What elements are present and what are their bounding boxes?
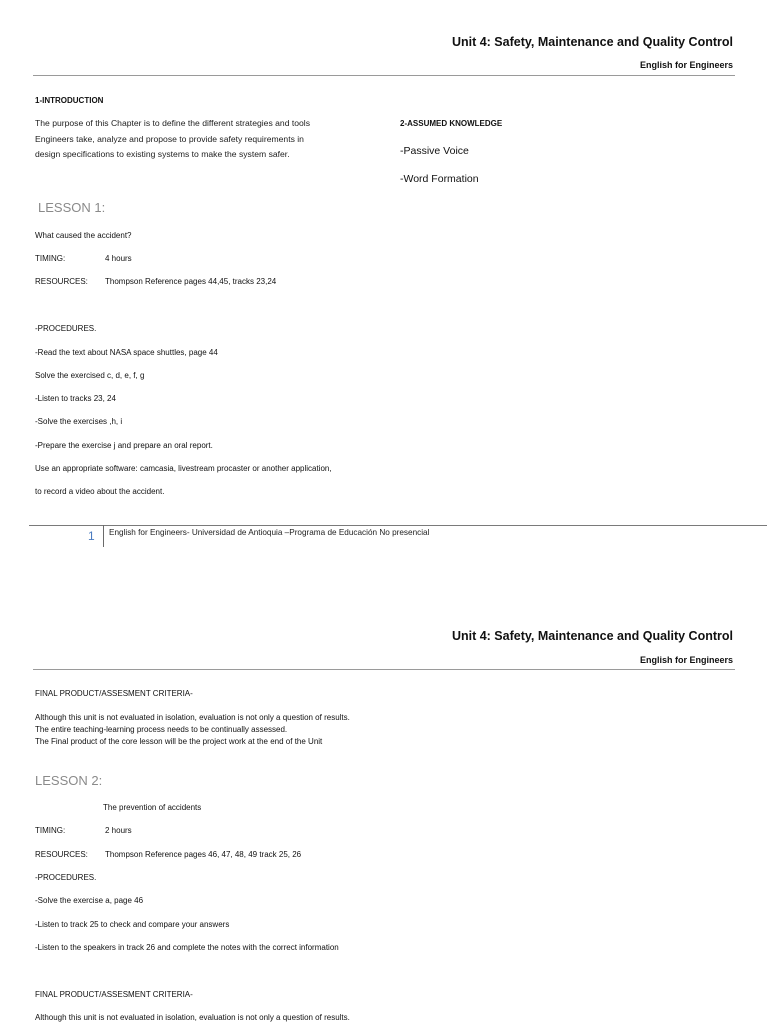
footer-page-number: 1 xyxy=(88,529,95,543)
lesson-2-title: LESSON 2: xyxy=(35,773,103,788)
assumed-knowledge-item: -Word Formation xyxy=(400,173,479,185)
page2-header-title: Unit 4: Safety, Maintenance and Quality Control xyxy=(451,629,733,643)
footer-text: English for Engineers- Universidad de Antioquia –Programa de Educación No presencial xyxy=(109,528,430,537)
page1-header-title: Unit 4: Safety, Maintenance and Quality Control xyxy=(451,35,733,49)
final-product-heading-2: FINAL PRODUCT/ASSESMENT CRITERIA- xyxy=(35,990,193,999)
timing-value: 2 hours xyxy=(105,826,132,835)
introduction-line: Engineers take, analyze and propose to provide safety requirements in xyxy=(35,133,304,144)
lesson-1-procedures-heading: -PROCEDURES. xyxy=(35,324,97,333)
resources-label: RESOURCES: xyxy=(35,850,88,859)
lesson-1-resources xyxy=(35,277,276,286)
introduction-line: design specifications to existing systems to make the system safer. xyxy=(35,149,290,159)
lesson-1-title: LESSON 1: xyxy=(38,200,106,215)
procedure-item: -Read the text about NASA space shuttles, page 44 xyxy=(35,348,218,357)
procedure-item: -Listen to track 25 to check and compare your answers xyxy=(35,920,230,929)
lesson-2-procedures-heading: -PROCEDURES. xyxy=(35,873,97,882)
lesson-1-question: What caused the accident? xyxy=(35,231,132,240)
introduction-heading: 1-INTRODUCTION xyxy=(35,96,104,105)
timing-value: 4 hours xyxy=(105,254,132,263)
final-product-line: The Final product of the core lesson will be the project work at the end of the Unit xyxy=(35,737,323,746)
procedure-item: -Prepare the exercise j and prepare an oral report. xyxy=(35,441,213,450)
procedure-item: -Solve the exercise a, page 46 xyxy=(35,896,144,905)
resources-value: Thompson Reference pages 46, 47, 48, 49 track 25, 26 xyxy=(105,850,302,859)
final-product-heading: FINAL PRODUCT/ASSESMENT CRITERIA- xyxy=(35,689,193,698)
procedure-item: Solve the exercised c, d, e, f, g xyxy=(35,371,145,380)
procedure-item: Use an appropriate software: camcasia, livestream procaster or another application, xyxy=(35,464,332,473)
resources-value: Thompson Reference pages 44,45, tracks 23,24 xyxy=(105,277,277,286)
footer-divider xyxy=(29,525,767,526)
timing-label: TIMING: xyxy=(35,826,66,835)
final-product-line: Although this unit is not evaluated in isolation, evaluation is not only a question of results. xyxy=(35,713,350,722)
procedure-item: -Listen to the speakers in track 26 and complete the notes with the correct information xyxy=(35,943,339,952)
introduction-line: The purpose of this Chapter is to define the different strategies and tools xyxy=(35,118,311,128)
footer-separator xyxy=(103,525,104,547)
assumed-knowledge-heading: 2-ASSUMED KNOWLEDGE xyxy=(400,119,503,128)
resources-label: RESOURCES: xyxy=(35,277,88,286)
timing-label: TIMING: xyxy=(35,254,66,263)
page2-header-subtitle: English for Engineers xyxy=(639,655,733,665)
assumed-knowledge-item: -Passive Voice xyxy=(400,145,469,157)
procedure-item: -Listen to tracks 23, 24 xyxy=(35,394,116,403)
lesson-1-timing xyxy=(35,254,132,263)
final-product-line: The entire teaching-learning process needs to be continually assessed. xyxy=(35,725,288,734)
lesson-2-resources xyxy=(35,850,301,859)
final-product-line-2: Although this unit is not evaluated in isolation, evaluation is not only a question of results. xyxy=(35,1013,350,1022)
lesson-2-topic: The prevention of accidents xyxy=(103,803,202,812)
procedure-item: -Solve the exercises ,h, i xyxy=(35,417,123,426)
page2-header-divider xyxy=(33,669,735,670)
lesson-2-timing xyxy=(35,826,132,835)
procedure-item: to record a video about the accident. xyxy=(35,487,165,496)
page1-header-divider xyxy=(33,75,735,76)
introduction-text xyxy=(35,116,375,163)
page1-header-subtitle: English for Engineers xyxy=(639,60,733,70)
